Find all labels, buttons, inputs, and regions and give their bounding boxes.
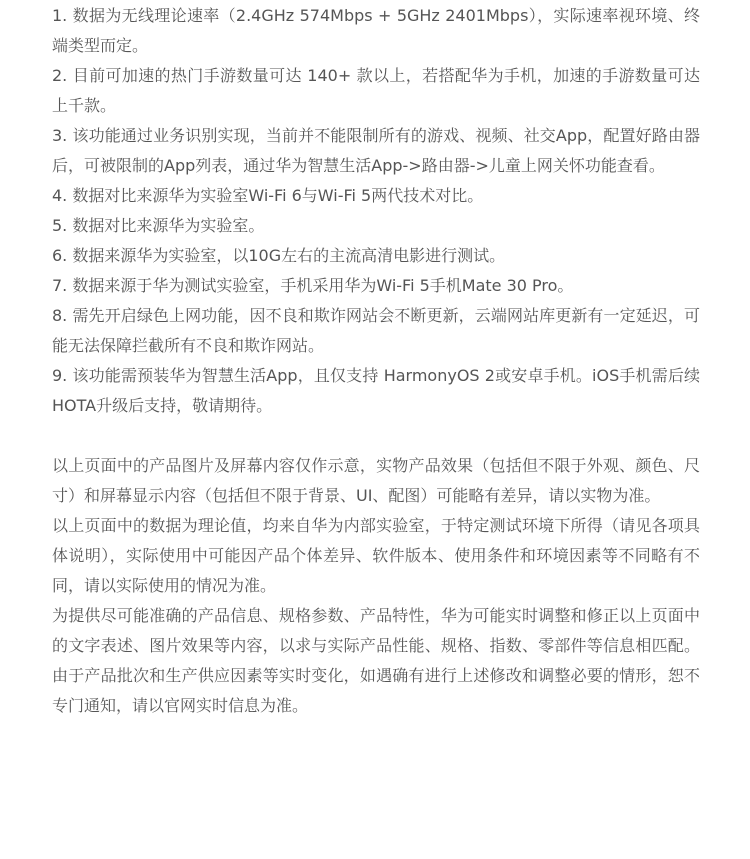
note-7: 7. 数据来源于华为测试实验室，手机采用华为Wi-Fi 5手机Mate 30 Pro。 xyxy=(52,276,574,295)
note-4: 4. 数据对比来源华为实验室Wi-Fi 6与Wi-Fi 5两代技术对比。 xyxy=(52,186,484,205)
note-8: 8. 需先开启绿色上网功能，因不良和欺诈网站会不断更新，云端网站库更新有一定延迟，可能无法保障拦截所有不良和欺诈网站。 xyxy=(52,306,700,355)
disclaimer-section xyxy=(52,451,700,721)
note-2: 2. 目前可加速的热门手游数量可达 140+ 款以上，若搭配华为手机，加速的手游数量可达上千款。 xyxy=(52,66,700,115)
note-1: 1. 数据为无线理论速率（2.4GHz 574Mbps + 5GHz 2401Mbps），实际速率视环境、终端类型而定。 xyxy=(52,6,700,55)
note-5: 5. 数据对比来源华为实验室。 xyxy=(52,216,265,235)
disclaimer-theoretical-data: 以上页面中的数据为理论值，均来自华为内部实验室，于特定测试环境下所得（请见各项具体说明），实际使用中可能因产品个体差异、软件版本、使用条件和环境因素等不同略有不同，请以实际使用的情况为准。 xyxy=(52,516,700,595)
note-6: 6. 数据来源华为实验室，以10G左右的主流高清电影进行测试。 xyxy=(52,246,506,265)
footnotes-document xyxy=(52,1,700,721)
disclaimer-product-images: 以上页面中的产品图片及屏幕内容仅作示意，实物产品效果（包括但不限于外观、颜色、尺寸）和屏幕显示内容（包括但不限于背景、UI、配图）可能略有差异，请以实物为准。 xyxy=(52,456,700,505)
note-9: 9. 该功能需预装华为智慧生活App，且仅支持 HarmonyOS 2或安卓手机。iOS手机需后续HOTA升级后支持，敬请期待。 xyxy=(52,366,700,415)
note-3: 3. 该功能通过业务识别实现，当前并不能限制所有的游戏、视频、社交App，配置好路由器后，可被限制的App列表，通过华为智慧生活App->路由器->儿童上网关怀功能查看。 xyxy=(52,126,700,175)
numbered-notes xyxy=(52,1,700,421)
disclaimer-content-updates: 为提供尽可能准确的产品信息、规格参数、产品特性，华为可能实时调整和修正以上页面中的文字表述、图片效果等内容，以求与实际产品性能、规格、指数、零部件等信息相匹配。由于产品批次和生产供应因素等实时变化，如遇确有进行上述修改和调整必要的情形，恕不专门通知，请以官网实时信息为准。 xyxy=(52,606,700,715)
section-spacer xyxy=(52,421,700,451)
